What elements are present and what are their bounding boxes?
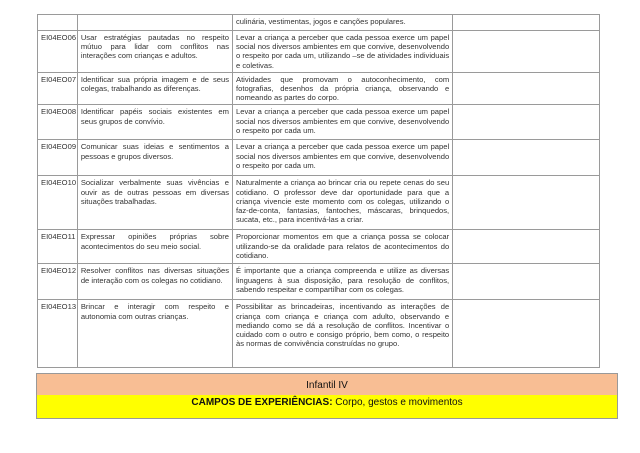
table-row [38,105,600,140]
activity-text: culinária, vestimentas, jogos e canções populares. [233,15,453,31]
table-row [38,31,600,73]
notes-cell [453,15,600,31]
objective-text: Brincar e interagir com respeito e autonomia com outras crianças. [77,300,232,368]
table-row [38,176,600,230]
activity-text: Proporcionar momentos em que a criança possa se colocar utilizando-se da oralidade para relatos de acontecimentos do cotidiano. [233,230,453,264]
experience-field-banner [36,395,618,419]
class-title-banner [36,373,618,396]
notes-cell [453,230,600,264]
notes-cell [453,300,600,368]
objective-code: EI04EO09 [38,140,78,176]
objective-text: Socializar verbalmente suas vivências e ouvir as de outras pessoas em diversas situações trabalhadas. [77,176,232,230]
activity-text: Atividades que promovam o autoconhecimento, com fotografias, desenhos da própria criança, observando e nomeando as partes do corpo. [233,72,453,105]
objective-text: Comunicar suas ideias e sentimentos a pessoas e grupos diversos. [77,140,232,176]
objective-text: Usar estratégias pautadas no respeito mútuo para lidar com conflitos nas interações com crianças e adultos. [77,31,232,73]
objective-code: EI04EO07 [38,72,78,105]
activity-text: Levar a criança a perceber que cada pessoa exerce um papel social nos diversos ambientes em que convive, desenvolvendo o respeito por cada um. [233,105,453,140]
notes-cell [453,72,600,105]
objective-code: EI04EO11 [38,230,78,264]
table-row [38,230,600,264]
experience-field-value: Corpo, gestos e movimentos [332,397,463,408]
table-row [38,264,600,300]
activity-text: Levar a criança a perceber que cada pessoa exerce um papel social nos diversos ambientes em que convive, desenvolvendo o respeito por cada um, utilizando –se de atividades individuais e coletivas. [233,31,453,73]
table-row [38,15,600,31]
notes-cell [453,264,600,300]
table-row [38,72,600,105]
table-row [38,300,600,368]
notes-cell [453,105,600,140]
objective-code: EI04EO12 [38,264,78,300]
activity-text: Levar a criança a perceber que cada pessoa exerce um papel social nos diversos ambientes em que convive, desenvolvendo o respeito por cada um. [233,140,453,176]
objective-text: Expressar opiniões próprias sobre acontecimentos do seu meio social. [77,230,232,264]
notes-cell [453,176,600,230]
notes-cell [453,31,600,73]
objective-text [77,15,232,31]
table-row [38,140,600,176]
notes-cell [453,140,600,176]
activity-text: Possibilitar as brincadeiras, incentivando as interações de criança com criança e criança com adulto, observando e mediando como se dá a resolução de conflitos. Incentivar o cuidado com o outro e consigo próprio, bem como, o respeito às normas de convivência construídas no grupo. [233,300,453,368]
objective-text: Resolver conflitos nas diversas situações de interação com os colegas no cotidiano. [77,264,232,300]
objective-code [38,15,78,31]
activity-text: É importante que a criança compreenda e utilize as diversas linguagens à sua disposição, para resolução de conflitos, sabendo respeitar e compartilhar com os colegas. [233,264,453,300]
experience-field-label: CAMPOS DE EXPERIÊNCIAS: [191,397,333,408]
objectives-table [37,14,600,368]
objective-code: EI04EO06 [38,31,78,73]
objective-text: Identificar papéis sociais existentes em seus grupos de convívio. [77,105,232,140]
activity-text: Naturalmente a criança ao brincar cria ou repete cenas do seu cotidiano. O professor deve dar oportunidade para que a criança vivencie este momento com os colegas, utilizando o faz-de-conta, fantasias, fantoches, máscaras, brinquedos, sucata, etc., para incentivá-las a criar. [233,176,453,230]
objective-text: Identificar sua própria imagem e de seus colegas, trabalhando as diferenças. [77,72,232,105]
class-title: Infantil IV [306,380,348,391]
objective-code: EI04EO10 [38,176,78,230]
objective-code: EI04EO13 [38,300,78,368]
objective-code: EI04EO08 [38,105,78,140]
